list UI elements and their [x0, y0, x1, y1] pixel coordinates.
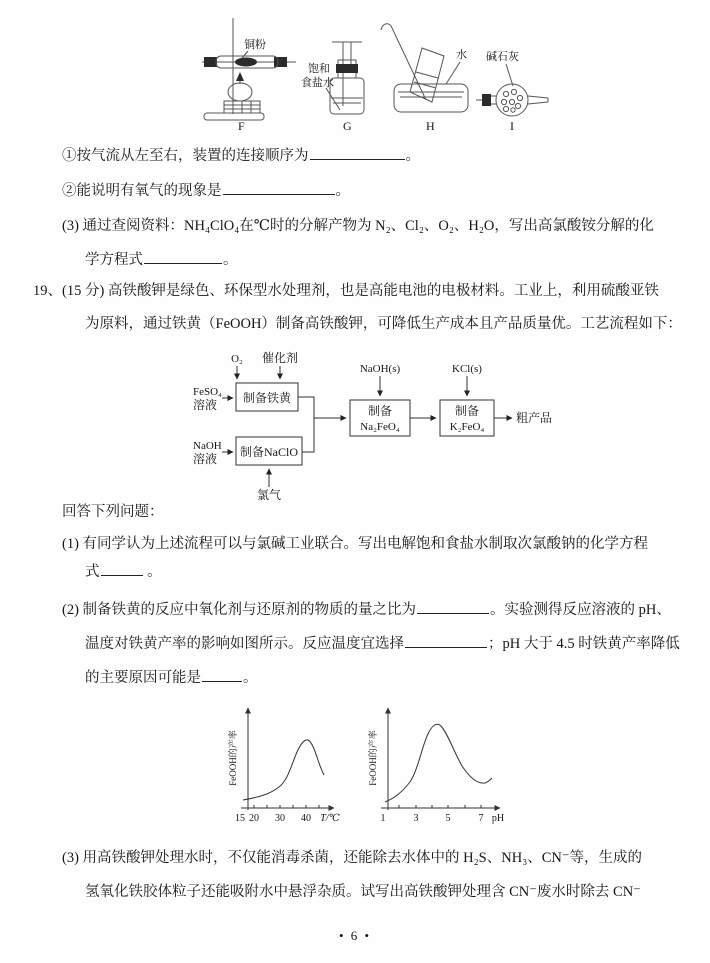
flowchart-box-prepare-k2feo4: [440, 363, 494, 436]
answer-blank: [405, 644, 487, 648]
q19-2-text2: 温度对铁黄产率的影响如图所示。反应温度宜选择: [85, 636, 404, 652]
temp-tick-15: 15: [235, 813, 245, 824]
naoh-solid-label: NaOH(s): [359, 363, 401, 375]
q19-2-line2: [85, 634, 680, 654]
temp-chart-xlabel: T/℃: [320, 813, 340, 824]
answer-blank: [417, 610, 489, 614]
q19-intro-line2: [85, 314, 682, 334]
box-prepare-k2feo4-line1: 制备: [454, 404, 480, 418]
temp-tick-40: 40: [301, 813, 311, 824]
flowchart-feso4-input: [193, 386, 233, 412]
apparatus-i-label: I: [510, 119, 514, 133]
answer-blank: [223, 191, 335, 195]
box-prepare-naclo-label: 制备NaClO: [240, 445, 298, 459]
q19-intro-line1: [33, 281, 659, 301]
feso4-label-line1: FeSO₄: [193, 386, 222, 398]
q19-1-line1: [62, 534, 648, 554]
naoh-label-line1: NaOH: [193, 440, 222, 452]
q19-2-text2b: ；pH 大于 4.5 时铁黄产率降低: [488, 636, 680, 652]
ph-tick-3: 3: [413, 813, 419, 824]
ph-tick-7: 7: [478, 813, 484, 824]
q18-sub3-text2: 学方程式: [85, 252, 143, 268]
flowchart-naoh-input: [193, 440, 233, 466]
flowchart-chlorine-input: [257, 469, 281, 502]
q18-sub2-period: 。: [335, 183, 350, 199]
q19-3-text2: 氢氧化铁胶体粒子还能吸附水中悬浮杂质。试写出高铁酸钾处理含 CN⁻废水时除去 CN⁻: [85, 884, 641, 900]
apparatus-h-label: H: [426, 119, 435, 133]
q18-sub1-line: [62, 146, 420, 166]
apparatus-f-label: F: [238, 119, 245, 133]
apparatus-f: [202, 18, 296, 133]
answer-blank: [144, 260, 222, 264]
crude-product-label: 粗产品: [516, 411, 553, 425]
apparatus-g-label: G: [343, 119, 352, 133]
flowchart-connector: [298, 397, 346, 452]
process-flowchart: [180, 348, 580, 504]
chlorine-label: 氯气: [256, 488, 282, 502]
brine-label-line1: 饱和: [308, 63, 330, 75]
answer-blank: [310, 156, 405, 160]
answer-blank: [202, 678, 242, 682]
chart-temperature: [227, 708, 340, 824]
q19-3-text1: (3) 用高铁酸钾处理水时，不仅能消毒杀菌，还能除去水体中的 H₂S、NH₃、CN⁻等，生成的: [62, 850, 643, 866]
temp-tick-30: 30: [275, 813, 285, 824]
ph-tick-5: 5: [445, 813, 451, 824]
flowchart-box-prepare-na2feo4: [350, 363, 410, 436]
q19-2-text1: (2) 制备铁黄的反应中氧化剂与还原剂的物质的量之比为: [62, 602, 417, 618]
ph-chart-ylabel: FeOOH的产率: [368, 730, 378, 786]
apparatus-i: [476, 49, 548, 133]
box-prepare-feooh-label: 制备铁黄: [242, 391, 292, 405]
q18-sub3-period: 。: [223, 252, 238, 268]
answer-blank: [101, 572, 143, 576]
q18-sub2-text: ②能说明有氧气的现象是: [62, 183, 222, 199]
q19-3-line2: [85, 882, 641, 902]
answer-prompt: [62, 502, 164, 522]
temp-tick-20: 20: [249, 813, 259, 824]
apparatus-h: [381, 24, 468, 133]
q19-intro-text2: 为原料，通过铁黄（FeOOH）制备高铁酸钾，可降低生产成本且产品质量优。工艺流程如下：: [85, 316, 682, 332]
ph-chart-xlabel: pH: [491, 813, 505, 824]
catalyst-label: 催化剂: [261, 351, 299, 365]
o2-label: O₂: [231, 353, 243, 365]
brine-label-line2: 食盐水: [301, 77, 334, 89]
soda-lime-label: 碱石灰: [486, 51, 519, 63]
page-number: [0, 928, 710, 944]
page-number-text: • 6 •: [338, 928, 372, 943]
flowchart-box-prepare-feooh: [236, 383, 298, 411]
q19-2-text1b: 。实验测得反应溶液的 pH、: [490, 602, 671, 618]
apparatus-diagram: [188, 14, 558, 136]
q19-1-period: 。: [143, 564, 162, 580]
q18-sub3-line2: [85, 250, 238, 270]
yield-charts: [230, 696, 522, 836]
chart-ph: [367, 708, 504, 824]
q19-2-period: 。: [243, 670, 258, 686]
apparatus-g: [301, 42, 364, 133]
q19-1-text1: (1) 有同学认为上述流程可以与氯碱工业联合。写出电解饱和食盐水制取次氯酸钠的化学方程: [62, 536, 649, 552]
box-prepare-k2feo4-line2: K₂FeO₄: [449, 421, 485, 433]
q18-sub1-period: 。: [405, 148, 420, 164]
q18-sub2-line: [62, 181, 350, 201]
flowchart-output: [494, 410, 552, 425]
feso4-label-line2: 溶液: [193, 398, 218, 412]
q18-sub1-text: ①按气流从左至右，装置的连接顺序为: [62, 148, 309, 164]
q19-2-text3: 的主要原因可能是: [85, 670, 201, 686]
answer-prompt-text: 回答下列问题：: [62, 504, 164, 520]
q19-1-text2: 式: [85, 564, 100, 580]
water-label: 水: [456, 49, 467, 61]
temp-chart-ylabel: FeOOH的产率: [228, 730, 238, 786]
flowchart-inputs-top: [231, 350, 298, 379]
q18-sub3-line1: [62, 216, 654, 236]
box-prepare-na2feo4-line1: 制备: [367, 404, 393, 418]
flowchart-box-prepare-naclo: [236, 437, 302, 465]
q18-sub3-text1: (3) 通过查阅资料：NH₄ClO₄在℃时的分解产物为 N₂、Cl₂、O₂、H₂O，写出高氯酸铵分解的化: [62, 218, 654, 234]
q19-2-line1: [62, 600, 671, 620]
naoh-label-line2: 溶液: [193, 452, 218, 466]
q19-1-line2: [85, 562, 162, 582]
q19-2-line3: [85, 668, 258, 688]
q19-3-line1: [62, 848, 642, 868]
q19-intro-text1: 19、(15 分) 高铁酸钾是绿色、环保型水处理剂，也是高能电池的电极材料。工业上，利用硫酸亚铁: [33, 283, 659, 299]
copper-powder-label: 铜粉: [244, 39, 266, 51]
kcl-solid-label: KCl(s): [452, 363, 482, 375]
box-prepare-na2feo4-line2: Na₂FeO₄: [360, 421, 400, 433]
ph-tick-1: 1: [380, 813, 386, 824]
